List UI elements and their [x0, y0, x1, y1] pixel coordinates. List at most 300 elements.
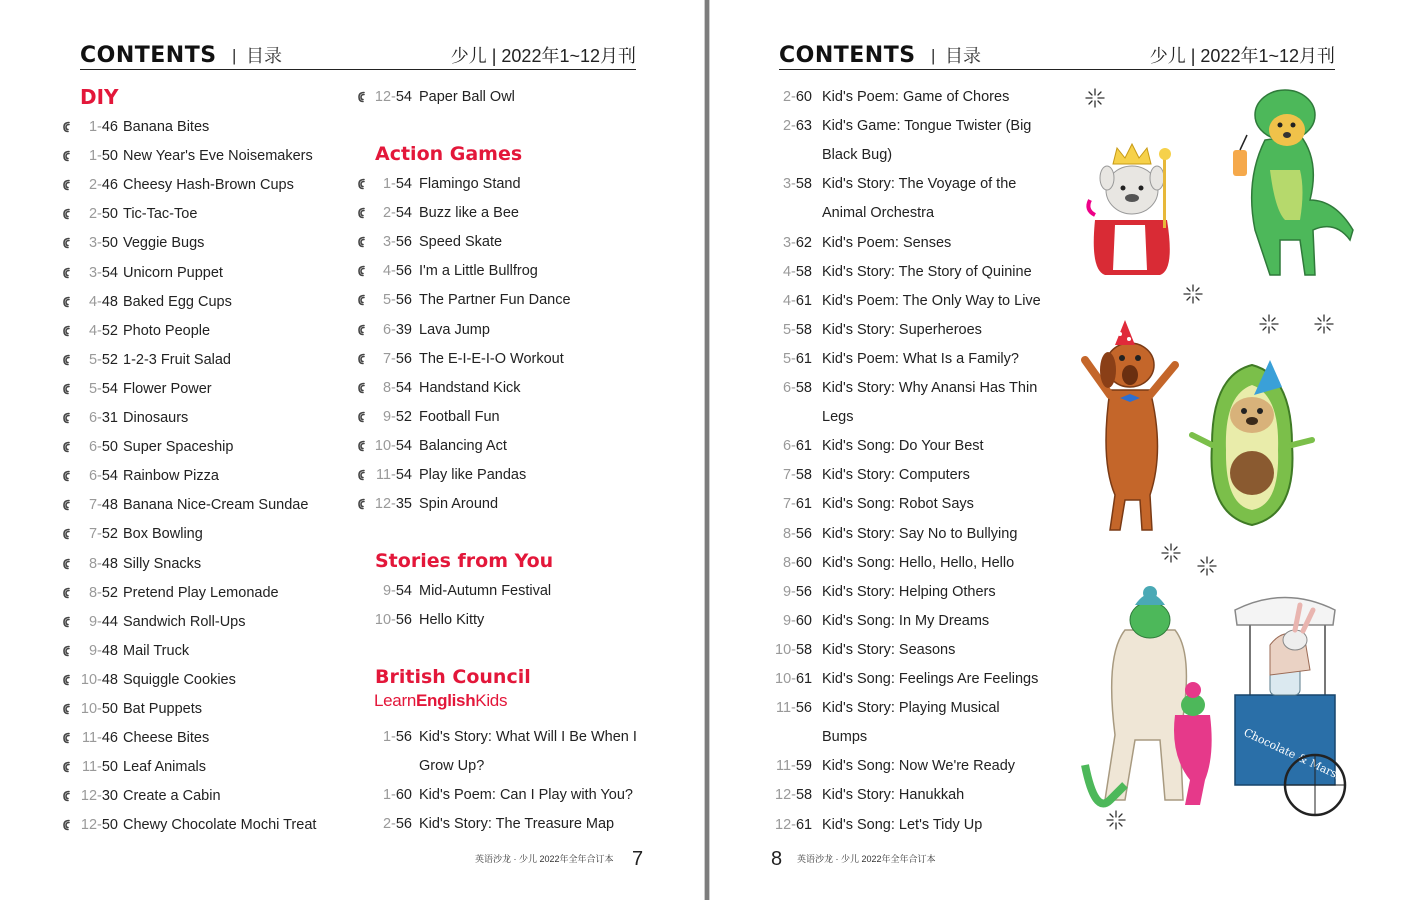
entry-issue: 3-	[88, 264, 102, 281]
bulldog-king-illustration	[1085, 130, 1180, 280]
entry-page: 54	[395, 205, 412, 222]
entry-issue-page	[775, 260, 812, 284]
entry-issue: 12-	[374, 496, 396, 513]
toc-entry[interactable]	[78, 813, 363, 837]
issue-label: 少儿 | 2022年1~12月刊	[450, 46, 636, 66]
ear-audio-icon[interactable]	[62, 528, 72, 540]
entry-title: Kid's Story: The Treasure Map	[419, 816, 615, 833]
toc-entry[interactable]	[775, 783, 1062, 807]
entry-title: The E-I-E-I-O Workout	[419, 350, 564, 367]
toc-entry[interactable]	[775, 667, 1062, 691]
entry-page: 58	[795, 263, 812, 280]
entry-title: Handstand Kick	[419, 379, 521, 396]
entry-issue: 7-	[782, 467, 796, 484]
entry-issue: 5-	[782, 321, 796, 338]
sparkle-icon	[1197, 556, 1217, 576]
toc-entry[interactable]	[372, 725, 659, 749]
entry-title: Kid's Story: Playing Musical	[822, 700, 1000, 717]
entry-title: Kid's Story: Hanukkah	[822, 787, 965, 804]
toc-entry[interactable]	[78, 377, 363, 401]
entry-title: Banana Bites	[123, 119, 210, 135]
entry-issue: 8-	[88, 555, 102, 572]
entry-page: 31	[101, 410, 118, 426]
entry-title: Kid's Story: Helping Others	[822, 583, 996, 600]
entry-issue: 6-	[88, 439, 102, 456]
entry-page: 56	[395, 729, 412, 745]
entry-issue: 9-	[382, 408, 396, 425]
entry-title: Flower Power	[123, 380, 212, 397]
section-diy: DIY	[80, 85, 119, 109]
entry-title: 1-2-3 Fruit Salad	[123, 351, 231, 368]
entry-page: 60	[395, 787, 412, 804]
sparkle-icon	[1106, 810, 1126, 830]
toc-entry[interactable]	[372, 434, 659, 458]
ear-audio-icon[interactable]	[62, 616, 72, 628]
entry-issue-page	[372, 288, 412, 312]
entry-page: 56	[795, 700, 812, 717]
entry-title: Kid's Story: What Will I Be When I	[419, 729, 637, 745]
ear-audio-icon[interactable]	[357, 265, 367, 277]
entry-issue: 1-	[382, 787, 396, 804]
entry-issue: 6-	[88, 468, 102, 485]
entry-title-continued: Legs	[822, 409, 854, 425]
entry-title: Super Spaceship	[123, 439, 234, 456]
entry-title: Bat Puppets	[123, 701, 202, 717]
entry-issue-page	[372, 172, 412, 196]
entry-title-continued: Bumps	[822, 729, 868, 746]
toc-entry[interactable]	[78, 406, 363, 430]
entry-title: Squiggle Cookies	[123, 671, 236, 688]
toc-entry[interactable]	[775, 522, 1062, 546]
entry-title: Kid's Song: Robot Says	[822, 496, 974, 513]
toc-entry[interactable]	[775, 580, 1062, 604]
entry-issue: 1-	[88, 148, 102, 165]
toc-entry[interactable]	[372, 318, 659, 342]
entry-issue: 7-	[382, 350, 396, 367]
entry-title: Kid's Song: In My Dreams	[822, 612, 990, 629]
entry-issue-page	[775, 783, 812, 807]
entry-issue: 3-	[382, 234, 396, 251]
toc-entry[interactable]	[775, 260, 1062, 284]
entry-issue-page	[78, 231, 118, 255]
toc-entry[interactable]	[372, 812, 659, 836]
entry-page: 46	[101, 119, 118, 135]
entry-page: 56	[395, 292, 412, 309]
ear-audio-icon[interactable]	[62, 441, 72, 453]
ear-audio-icon[interactable]	[62, 412, 72, 424]
entry-title: Kid's Song: Feelings Are Feelings	[822, 671, 1039, 687]
entry-title: Kid's Story: Why Anansi Has Thin	[822, 380, 1038, 396]
ear-audio-icon[interactable]	[357, 294, 367, 306]
ear-audio-icon[interactable]	[62, 587, 72, 599]
entry-page: 61	[795, 438, 812, 455]
entry-issue-page	[78, 202, 118, 226]
entry-issue-page	[78, 552, 118, 576]
entry-issue-page	[775, 463, 812, 487]
entry-issue-page	[372, 230, 412, 254]
entry-page: 50	[101, 439, 118, 456]
entry-issue-page	[78, 377, 118, 401]
entry-page: 46	[101, 730, 118, 747]
ear-audio-icon[interactable]	[357, 469, 367, 481]
entry-issue-page	[775, 551, 812, 575]
entry-title: Flamingo Stand	[419, 176, 521, 192]
entry-issue: 4-	[382, 263, 396, 280]
entry-issue: 2-	[88, 177, 102, 194]
cart-sign: Chocolate & Marshmallow	[1241, 725, 1382, 801]
toc-entry[interactable]	[78, 784, 363, 808]
ear-audio-icon[interactable]	[357, 440, 367, 452]
entry-issue-page	[78, 115, 118, 139]
entry-title: Football Fun	[419, 408, 500, 425]
entry-page: 63	[795, 118, 812, 135]
entry-title: Paper Ball Owl	[419, 89, 515, 105]
entry-page: 58	[795, 321, 812, 338]
toc-entry[interactable]	[78, 144, 363, 168]
ear-audio-icon[interactable]	[62, 470, 72, 482]
toc-entry[interactable]	[775, 754, 1062, 778]
entry-title: Play like Pandas	[419, 467, 527, 483]
entry-title: Kid's Song: Now We're Ready	[822, 758, 1016, 775]
ear-audio-icon[interactable]	[357, 498, 367, 510]
entry-title: Kid's Story: The Voyage of the	[822, 176, 1017, 193]
toc-entry[interactable]	[78, 697, 363, 721]
toc-entry[interactable]	[372, 492, 659, 516]
entry-page: 62	[795, 234, 812, 251]
entry-page: 56	[395, 612, 412, 629]
toc-entry[interactable]	[372, 783, 659, 807]
entry-issue-page	[78, 290, 118, 314]
entry-issue: 10-	[80, 701, 102, 717]
entry-issue: 10-	[775, 671, 796, 687]
winter-cart-illustration	[1065, 585, 1382, 825]
entry-title: I'm a Little Bullfrog	[419, 263, 538, 280]
entry-page: 58	[795, 641, 813, 658]
toc-entry[interactable]	[78, 115, 363, 139]
entry-title: Rainbow Pizza	[123, 468, 219, 485]
toc-entry[interactable]	[78, 319, 363, 343]
left-page	[0, 0, 705, 900]
entry-title: Speed Skate	[419, 234, 503, 251]
entry-title: Kid's Story: Computers	[822, 467, 970, 484]
toc-entry[interactable]	[78, 173, 363, 197]
entry-issue: 7-	[88, 526, 102, 543]
right-page-number: 8	[771, 848, 783, 870]
entry-page: 48	[101, 671, 118, 688]
entry-issue-page	[775, 492, 812, 516]
toc-entry[interactable]	[372, 347, 659, 371]
entry-issue-page	[78, 726, 118, 750]
entry-issue-page	[775, 347, 812, 371]
toc-entry[interactable]	[78, 464, 363, 488]
entry-issue: 11-	[775, 700, 796, 717]
ear-audio-icon[interactable]	[357, 411, 367, 423]
ear-audio-icon[interactable]	[62, 296, 72, 308]
entry-issue: 3-	[88, 235, 102, 252]
toc-entry[interactable]	[372, 85, 659, 109]
entry-issue: 12-	[80, 817, 102, 834]
entry-issue-page	[78, 610, 118, 634]
entry-issue-page	[775, 376, 812, 400]
toc-entry[interactable]	[775, 376, 1062, 400]
entry-title: Spin Around	[419, 496, 499, 513]
toc-entry[interactable]	[372, 230, 659, 254]
header-separator: |	[232, 46, 237, 65]
toc-entry[interactable]	[775, 347, 1062, 371]
toc-entry[interactable]	[78, 639, 363, 663]
entry-page: 52	[395, 408, 412, 425]
toc-entry[interactable]	[372, 288, 659, 312]
entry-issue: 1-	[88, 119, 102, 135]
entry-issue: 8-	[88, 584, 102, 601]
entry-title: Tic-Tac-Toe	[123, 206, 198, 223]
entry-page: 48	[101, 497, 118, 514]
toc-entry[interactable]	[78, 290, 363, 314]
entry-title: Buzz like a Bee	[419, 205, 519, 222]
entry-issue: 12-	[374, 89, 396, 105]
entry-page: 50	[101, 817, 118, 834]
entry-issue-page	[775, 231, 812, 255]
entry-issue: 1-	[382, 729, 396, 745]
entry-title: Kid's Poem: The Only Way to Live	[822, 292, 1041, 309]
toc-entry[interactable]	[372, 201, 659, 225]
entry-title-continued: Black Bug)	[822, 147, 893, 164]
ear-audio-icon[interactable]	[62, 819, 72, 831]
entry-issue: 4-	[88, 322, 102, 339]
entry-issue: 10-	[374, 612, 396, 629]
toc-entry[interactable]	[775, 551, 1062, 575]
entry-issue-page	[78, 784, 118, 808]
crocodile-costume-dog-illustration	[1225, 80, 1355, 280]
ear-audio-icon[interactable]	[62, 325, 72, 337]
ear-audio-icon[interactable]	[357, 178, 367, 190]
entry-issue-page	[372, 347, 412, 371]
entry-issue-page	[372, 783, 412, 807]
toc-entry[interactable]	[775, 289, 1062, 313]
toc-entry[interactable]	[372, 579, 659, 603]
ear-audio-icon[interactable]	[357, 236, 367, 248]
learnenglish-kids-logo: LearnEnglishKids	[374, 691, 508, 710]
entry-title: Hello Kitty	[419, 612, 485, 629]
toc-entry[interactable]	[78, 348, 363, 372]
toc-entry[interactable]	[775, 609, 1062, 633]
ear-audio-icon[interactable]	[357, 91, 367, 103]
entry-issue: 6-	[88, 410, 102, 426]
entry-title: Kid's Poem: What Is a Family?	[822, 350, 1019, 367]
entry-issue: 5-	[88, 380, 102, 397]
entry-issue-page	[372, 725, 412, 749]
entry-issue-page	[372, 812, 412, 836]
ear-audio-icon[interactable]	[357, 324, 367, 336]
entry-title: Box Bowling	[123, 526, 203, 543]
entry-title: Mail Truck	[123, 642, 190, 659]
entry-issue: 12-	[80, 788, 102, 805]
toc-entry[interactable]	[775, 85, 1062, 109]
ear-audio-icon[interactable]	[62, 645, 72, 657]
dachshund-party-illustration	[1080, 320, 1180, 535]
entry-issue: 4-	[782, 263, 796, 280]
toc-entry[interactable]	[372, 172, 659, 196]
entry-title: Kid's Game: Tongue Twister (Big	[822, 118, 1032, 135]
toc-entry[interactable]	[78, 610, 363, 634]
section-stories-from-you: Stories from You	[375, 550, 554, 572]
entry-issue-page	[775, 522, 812, 546]
entry-issue-page	[775, 609, 812, 633]
entry-issue-page	[78, 435, 118, 459]
ear-audio-icon[interactable]	[62, 267, 72, 279]
entry-page: 58	[795, 467, 812, 484]
entry-issue: 8-	[382, 379, 396, 396]
ear-audio-icon[interactable]	[357, 207, 367, 219]
right-footer: 英语沙龙 · 少儿 2022年全年合订本	[797, 854, 936, 864]
entry-title: Balancing Act	[419, 437, 507, 454]
toc-entry[interactable]	[775, 231, 1062, 255]
toc-entry[interactable]	[78, 668, 363, 692]
entry-title: Kid's Story: Seasons	[822, 641, 956, 658]
toc-entry[interactable]	[775, 492, 1062, 516]
ear-audio-icon[interactable]	[62, 499, 72, 511]
ear-audio-icon[interactable]	[62, 703, 72, 715]
entry-issue-page	[372, 579, 412, 603]
toc-entry[interactable]	[78, 522, 363, 546]
entry-title: Photo People	[123, 322, 211, 339]
toc-entry[interactable]	[372, 608, 659, 632]
entry-page: 60	[795, 612, 812, 629]
entry-title: Kid's Song: Let's Tidy Up	[822, 816, 983, 833]
issue-label: 少儿 | 2022年1~12月刊	[1149, 46, 1335, 66]
ear-audio-icon[interactable]	[62, 761, 72, 773]
toc-entry[interactable]	[775, 172, 1062, 196]
entry-issue: 5-	[382, 292, 396, 309]
entry-issue: 10-	[80, 671, 102, 688]
section-british-council: British Council	[375, 666, 531, 688]
catalog-cn: 目录	[246, 46, 282, 66]
toc-entry[interactable]	[775, 318, 1062, 342]
entry-page: 54	[101, 264, 118, 281]
entry-page: 60	[795, 554, 812, 571]
right-header	[779, 42, 1335, 70]
toc-entry[interactable]	[775, 114, 1062, 138]
toc-entry[interactable]	[372, 405, 659, 429]
entry-issue: 6-	[382, 321, 396, 338]
entry-issue-page	[78, 173, 118, 197]
entry-page: 56	[795, 583, 812, 600]
entry-title: Lava Jump	[419, 321, 490, 338]
entry-page: 56	[395, 350, 412, 367]
left-footer: 英语沙龙 · 少儿 2022年全年合订本	[475, 854, 614, 864]
ear-audio-icon[interactable]	[62, 150, 72, 162]
entry-issue-page	[775, 754, 812, 778]
toc-entry[interactable]	[775, 696, 1062, 720]
entry-title: The Partner Fun Dance	[419, 292, 571, 309]
avocado-pug-illustration	[1192, 355, 1312, 535]
entry-issue-page	[78, 813, 118, 837]
entry-issue-page	[78, 493, 118, 517]
toc-entry[interactable]	[372, 376, 659, 400]
ear-audio-icon[interactable]	[62, 790, 72, 802]
ear-audio-icon[interactable]	[62, 732, 72, 744]
entry-title: Pretend Play Lemonade	[123, 584, 279, 601]
entry-issue-page	[372, 376, 412, 400]
entry-issue: 12-	[775, 787, 796, 804]
entry-page: 50	[101, 206, 118, 223]
entry-issue-page	[775, 638, 812, 662]
entry-issue: 3-	[782, 176, 796, 193]
entry-issue-page	[372, 492, 412, 516]
entry-title-continued: Grow Up?	[419, 758, 485, 774]
entry-issue: 9-	[382, 583, 396, 599]
entry-page: 54	[395, 176, 412, 192]
entry-issue-page	[372, 85, 412, 109]
toc-entry[interactable]	[78, 231, 363, 255]
toc-entry[interactable]	[78, 726, 363, 750]
toc-entry[interactable]	[775, 638, 1062, 662]
entry-issue-page	[78, 697, 118, 721]
entry-title: Dinosaurs	[123, 410, 189, 426]
entry-issue-page	[78, 348, 118, 372]
toc-entry[interactable]	[775, 813, 1062, 837]
entry-issue-page	[775, 580, 812, 604]
entry-title: Cheesy Hash-Brown Cups	[123, 177, 294, 194]
entry-issue: 6-	[782, 380, 796, 396]
ear-audio-icon[interactable]	[357, 382, 367, 394]
toc-entry[interactable]	[372, 463, 659, 487]
ear-audio-icon[interactable]	[62, 354, 72, 366]
sparkle-icon	[1085, 88, 1105, 108]
entry-page: 61	[795, 350, 812, 367]
toc-entry[interactable]	[78, 581, 363, 605]
entry-page: 52	[101, 584, 118, 601]
ear-audio-icon[interactable]	[62, 121, 72, 133]
toc-entry[interactable]	[78, 552, 363, 576]
entry-page: 54	[395, 583, 412, 599]
toc-entry[interactable]	[78, 493, 363, 517]
entry-page: 56	[795, 525, 812, 542]
ear-audio-icon[interactable]	[357, 353, 367, 365]
toc-entry[interactable]	[78, 755, 363, 779]
entry-page: 59	[795, 758, 812, 775]
toc-entry[interactable]	[78, 202, 363, 226]
sparkle-icon	[1161, 543, 1181, 563]
entry-page: 61	[795, 496, 812, 513]
entry-title: Unicorn Puppet	[123, 264, 223, 281]
ear-audio-icon[interactable]	[62, 208, 72, 220]
toc-entry[interactable]	[372, 259, 659, 283]
entry-page: 48	[101, 642, 118, 659]
entry-page: 54	[395, 467, 412, 483]
entry-title: Mid-Autumn Festival	[419, 583, 552, 599]
ear-audio-icon[interactable]	[62, 237, 72, 249]
entry-page: 30	[101, 788, 118, 805]
toc-entry[interactable]	[78, 435, 363, 459]
entry-issue: 9-	[782, 583, 796, 600]
entry-page: 56	[395, 263, 412, 280]
ear-audio-icon[interactable]	[62, 179, 72, 191]
entry-title: Chewy Chocolate Mochi Treat	[123, 817, 317, 834]
ear-audio-icon[interactable]	[62, 383, 72, 395]
ear-audio-icon[interactable]	[62, 558, 72, 570]
ear-audio-icon[interactable]	[62, 674, 72, 686]
entry-issue: 11-	[81, 730, 102, 747]
entry-issue: 3-	[782, 234, 796, 251]
entry-title: Baked Egg Cups	[123, 293, 232, 310]
toc-entry[interactable]	[775, 434, 1062, 458]
toc-entry[interactable]	[78, 261, 363, 285]
toc-entry[interactable]	[775, 463, 1062, 487]
entry-issue-page	[78, 319, 118, 343]
entry-title: Cheese Bites	[123, 730, 210, 747]
entry-title: Kid's Story: The Story of Quinine	[822, 263, 1032, 280]
